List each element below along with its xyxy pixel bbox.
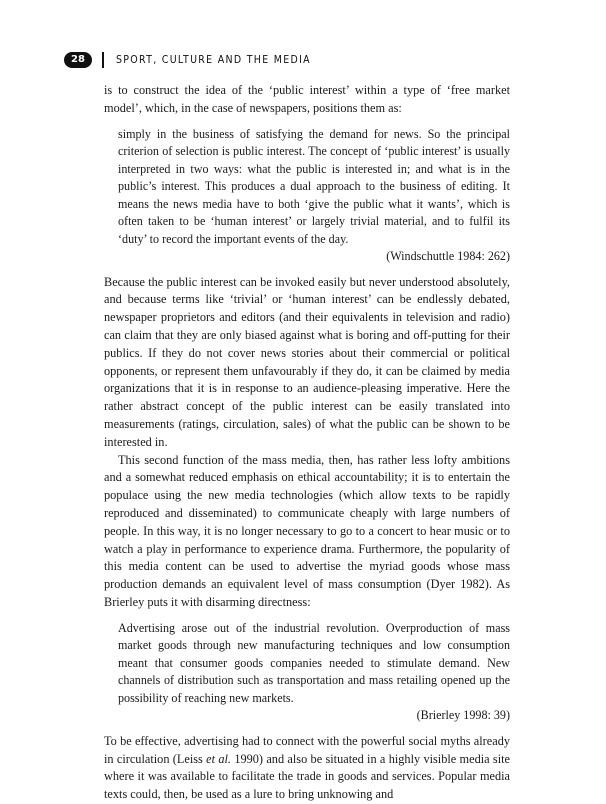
- quote-text: Advertising arose out of the industrial revolution. Overproduction of mass market goods through new manufacturing techniques and low consumption meant that consumer goods companies needed to stimulate demand. New channels of distribution such as transportation and mass retailing opened up the possibility of reaching new markets.: [118, 620, 510, 705]
- quote-citation: (Windschuttle 1984: 262): [386, 249, 510, 264]
- quote-text: simply in the business of satisfying the demand for news. So the principal criterion of selection is public interest. The concept of ‘public interest’ is usually interpreted in two ways: what the public is interested in; and what is in the public’s interest. This produces a dual approach to the business of editing. It means the news media have to both ‘give the public what it wants’, which is often taken to be ‘human interest’ or largely trivial material, and to fulfil its ‘duty’ to record the important events of the day.: [118, 126, 510, 246]
- paragraph-3: This second function of the mass media, then, has rather less lofty ambitions and a somewhat reduced emphasis on ethical accountability; it is to entertain the populace using the new media technologies (which allow texts to be rapidly reproduced and disseminated) to communicate cheaply with large numbers of people. In this way, it is no longer necessary to go to a concert to hear music or to watch a play in performance to experience drama. Furthermore, the popularity of this media content can be used to advertise the myriad goods whose mass production demands an equivalent level of mass consumption (Dyer 1982). As Brierley puts it with disarming directness:: [104, 452, 510, 609]
- paragraph-2: Because the public interest can be invoked easily but never understood absolutely, and because terms like ‘trivial’ or ‘human interest’ can be endlessly debated, newspaper proprietors and editors (and their equivalents in television and radio) can claim that they are only biased against what is boring and off-putting for their publics. If they do not cover news stories about their commercial or political opponents, or represent them unfavourably if they do, it can be claimed by media organizations that it is in response to an audience-pleasing imperative. Here the rather abstract concept of the public interest can be easily translated into measurements (ratings, circulation, sales) of what the public can be shown to be interested in.: [104, 274, 510, 449]
- paragraph-1: is to construct the idea of the ‘public interest’ within a type of ‘free market model’, which, in the case of newspapers, positions them as:: [104, 83, 510, 115]
- paragraph-4-end: 1990) and also be situated in a highly visible media site where it was available to facilitate the trade in goods and services. Popular media texts could, then, be used as a lure to bring unknowing and: [104, 751, 511, 802]
- running-title: SPORT, CULTURE AND THE MEDIA: [116, 54, 311, 66]
- block-quote-brierley: [118, 620, 510, 725]
- paragraph-4-start: To be effective, advertising had to connect with the powerful social myths already in circulation (Leiss: [104, 733, 510, 766]
- paragraph-4: [104, 733, 510, 804]
- header-divider: [102, 52, 104, 68]
- paragraph-4-italic: et al.: [206, 751, 232, 766]
- body-text: [104, 82, 510, 804]
- quote-citation: (Brierley 1998: 39): [416, 708, 510, 723]
- running-head: [64, 50, 311, 70]
- page-number: 28: [64, 52, 92, 68]
- block-quote-windschuttle: [118, 126, 510, 266]
